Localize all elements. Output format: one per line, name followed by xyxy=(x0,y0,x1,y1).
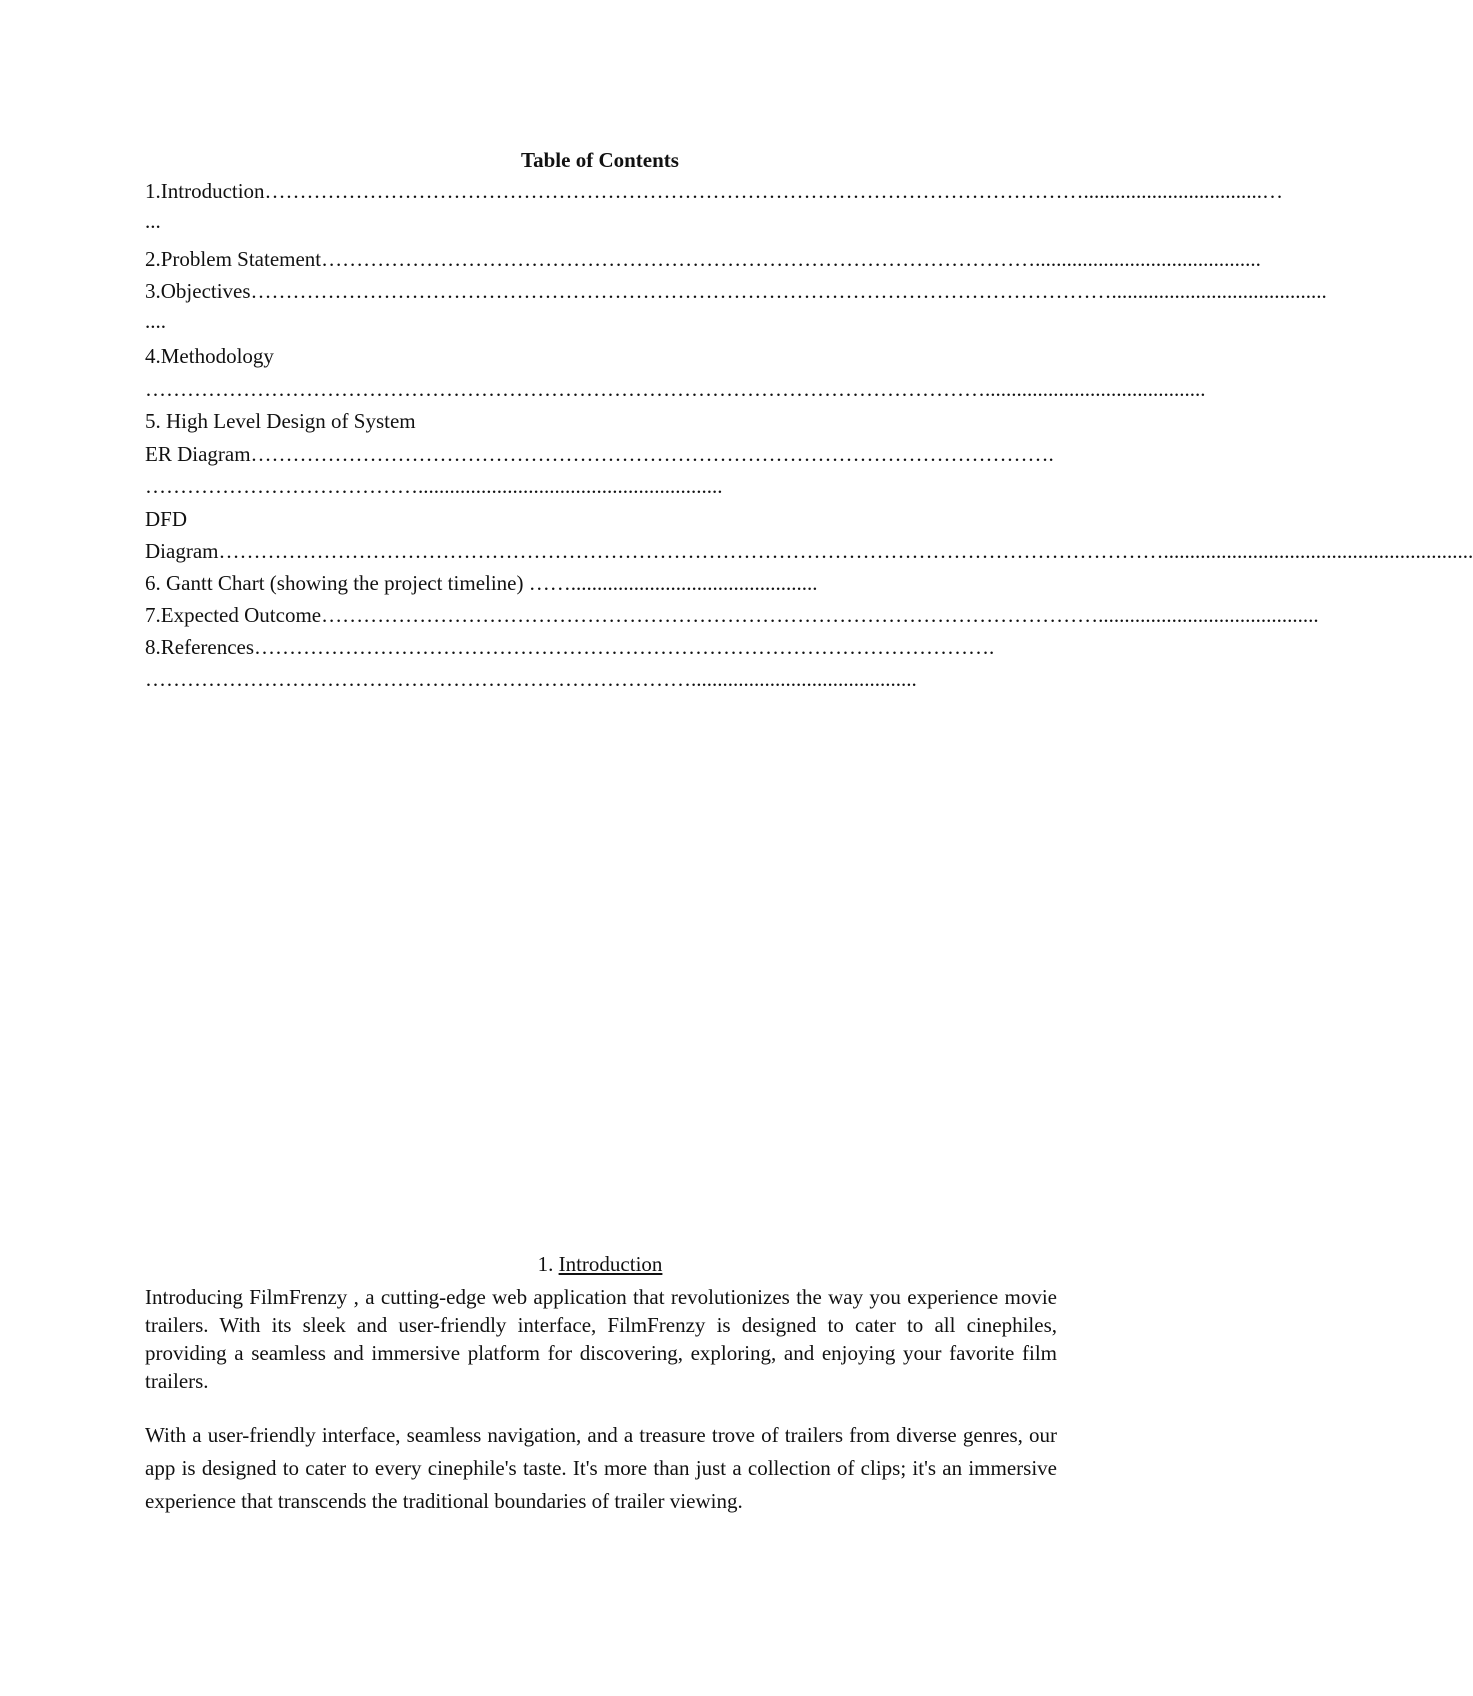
section-title: Introduction xyxy=(558,1252,663,1276)
toc-entry-references: 8.References……………………………………………………………………………………………. xyxy=(145,635,995,659)
toc-entry-methodology-leader: ………………………………………………………………………………………………………….......................................... xyxy=(145,377,1206,401)
toc-title: Table of Contents xyxy=(521,148,679,172)
toc-entry-objectives-overflow: .... xyxy=(145,309,166,333)
intro-paragraph-2: With a user-friendly interface, seamless navigation, and a treasure trove of trailers from diverse genres, our app is designed to cater to every cinephile's taste. It's more than just a collection of clips; it's an immersive experience that transcends the traditional boundaries of trailer viewing. xyxy=(145,1423,1057,1513)
toc-entry-dfd: DFD xyxy=(145,507,188,531)
toc-entry-er-diagram-leader: ………………………………….......................................................... xyxy=(145,474,723,498)
toc-entry-introduction-overflow: ... xyxy=(145,209,161,233)
toc-entry-methodology: 4.Methodology xyxy=(145,344,274,368)
toc-entry-er-diagram: ER Diagram……………………………………………………………………………………………………. xyxy=(145,442,1054,466)
toc-entry-high-level-design: 5. High Level Design of System xyxy=(145,409,416,433)
section-heading-introduction xyxy=(0,1250,1200,1278)
toc-entry-expected-outcome: 7.Expected Outcome………………………………………………………………………………………………….......................................... xyxy=(145,603,1319,627)
toc-entry-gantt-chart: 6. Gantt Chart (showing the project timeline) ……............................................... xyxy=(145,571,818,595)
toc-entry-problem-statement: 2.Problem Statement…………………………………………………………………………………………........................................... xyxy=(145,247,1261,271)
toc-entry-dfd-diagram: Diagram………………………………………………………………………………………………………………………........................................................... xyxy=(145,539,1473,563)
toc-entry-objectives: 3.Objectives……………………………………………………………………………………………………………......................................... xyxy=(145,279,1327,303)
intro-paragraph-1: Introducing FilmFrenzy , a cutting-edge web application that revolutionizes the way you experience movie trailers. With its sleek and user-friendly interface, FilmFrenzy is designed to cater to all cinephiles, providing a seamless and immersive platform for discovering, exploring, and enjoying your favorite film trailers. xyxy=(145,1285,1057,1393)
toc-entry-references-leader: ……………………………………………………………………........................................... xyxy=(145,667,917,691)
toc-entry-introduction: 1.Introduction………………………………………………………………………………………………………..................................… xyxy=(145,179,1284,203)
section-number: 1. xyxy=(537,1252,554,1276)
